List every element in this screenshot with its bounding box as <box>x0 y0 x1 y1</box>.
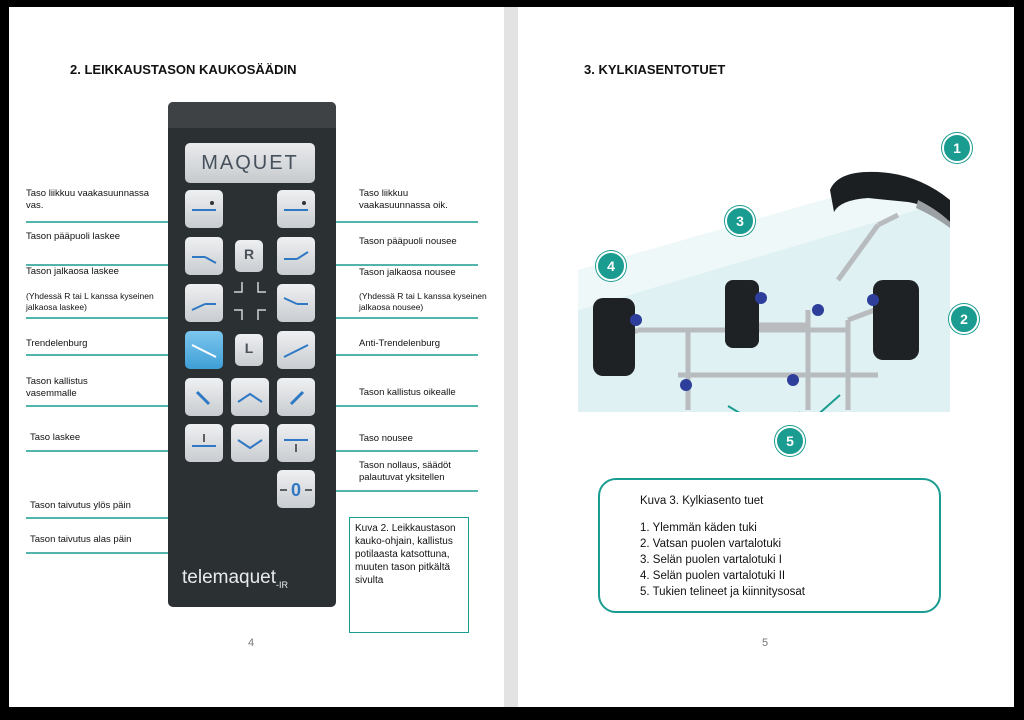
flex-down-key[interactable] <box>231 424 269 462</box>
l-key[interactable]: L <box>235 334 263 366</box>
list-item: 3. Selän puolen vartalotuki I <box>640 554 782 566</box>
label-table-up: Taso nousee <box>359 433 413 444</box>
list-item: 4. Selän puolen vartalotuki II <box>640 570 786 582</box>
marker-1: 1 <box>942 133 972 163</box>
leg-up-key[interactable] <box>277 284 315 322</box>
list-item: 1. Ylemmän käden tuki <box>640 522 757 534</box>
figure-3-caption-title: Kuva 3. Kylkiasento tuet <box>640 495 764 507</box>
trendelenburg-key[interactable] <box>185 331 223 369</box>
flex-up-key[interactable] <box>231 378 269 416</box>
left-page-title: 2. LEIKKAUSTASON KAUKOSÄÄDIN <box>70 62 297 77</box>
label-tilt-right: Tason kallistus oikealle <box>359 387 456 398</box>
anti-trendelenburg-key[interactable] <box>277 331 315 369</box>
remote-control <box>168 102 336 607</box>
label-tilt-left: Tason kallistus vasemmalle <box>26 376 88 399</box>
label-leg-down: Tason jalkaosa laskee <box>26 266 119 277</box>
maquet-logo: MAQUET <box>185 143 315 183</box>
marker-2: 2 <box>949 304 979 334</box>
label-trendelenburg: Trendelenburg <box>26 338 88 349</box>
leg-down-key[interactable] <box>185 284 223 322</box>
figure-2-caption: Kuva 2. Leikkaustason kauko-ohjain, kallistus potilaasta katsottuna, muuten tason pitkältä sivulta <box>349 517 469 633</box>
head-down-key[interactable] <box>185 237 223 275</box>
label-table-down: Taso laskee <box>30 432 81 443</box>
list-item: 5. Tukien telineet ja kiinnitysosat <box>640 586 805 598</box>
label-anti-trendelenburg: Anti-Trendelenburg <box>359 338 440 349</box>
r-key[interactable]: R <box>235 240 263 272</box>
marker-4: 4 <box>596 251 626 281</box>
list-item: 2. Vatsan puolen vartalotuki <box>640 538 782 550</box>
label-flex-down: Tason taivutus alas päin <box>30 534 132 545</box>
move-right-key[interactable] <box>277 190 315 228</box>
remote-top-cap <box>168 102 336 128</box>
page-number-left: 4 <box>248 637 255 649</box>
marker-3: 3 <box>725 206 755 236</box>
lateral-supports-photo <box>578 130 950 412</box>
label-head-up: Tason pääpuoli nousee <box>359 236 457 247</box>
tilt-right-key[interactable] <box>277 378 315 416</box>
figure-3-list <box>640 520 805 600</box>
table-up-key[interactable] <box>277 424 315 462</box>
leg-arrows-icon <box>232 278 268 324</box>
label-leg-down-note: (Yhdessä R tai L kanssa kyseinen jalkaosa laskee) <box>26 291 154 312</box>
label-move-left: Taso liikkuu vaakasuunnassa vas. <box>26 188 150 211</box>
label-move-right: Taso liikkuu vaakasuunnassa oik. <box>359 188 448 211</box>
right-page-title: 3. KYLKIASENTOTUET <box>584 62 726 77</box>
label-flex-up: Tason taivutus ylös päin <box>30 500 131 511</box>
marker-5: 5 <box>775 426 805 456</box>
svg-text:0: 0 <box>290 480 302 500</box>
label-reset: Tason nollaus, säädöt palautuvat yksitellen <box>359 460 451 483</box>
tilt-left-key[interactable] <box>185 378 223 416</box>
label-head-down: Tason pääpuoli laskee <box>26 231 121 242</box>
reset-zero-key[interactable] <box>277 470 315 508</box>
label-leg-up: Tason jalkaosa nousee <box>359 267 456 278</box>
page-number-right: 5 <box>762 637 769 649</box>
head-up-key[interactable] <box>277 237 315 275</box>
move-left-key[interactable] <box>185 190 223 228</box>
label-leg-up-note: (Yhdessä R tai L kanssa kyseinen jalkaosa nousee) <box>359 291 487 312</box>
telemaquet-brand: telemaquet$_{-IR}$ <box>182 567 289 590</box>
figure-3-caption-box <box>598 478 941 613</box>
table-down-key[interactable] <box>185 424 223 462</box>
